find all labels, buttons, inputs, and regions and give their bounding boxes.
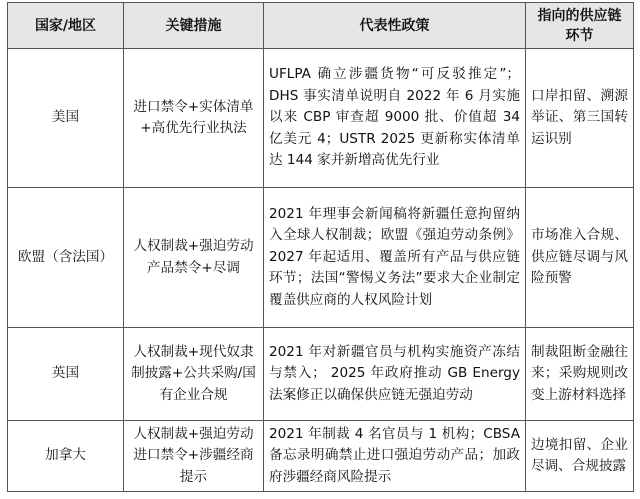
country-cell: 美国	[8, 49, 124, 188]
table-row	[8, 188, 634, 328]
supply-chain-link-cell: 制裁阻断金融往来；采购规则改变上游材料选择	[526, 328, 634, 421]
policy-cell: 2021 年理事会新闻稿将新疆任意拘留纳入全球人权制裁；欧盟《强迫劳动条例》2027 年起适用、覆盖所有产品与供应链环节；法国“警惕义务法”要求大企业制定覆盖供应商的人权风险计划	[264, 188, 526, 328]
header-measures: 关键措施	[124, 3, 264, 49]
header-row	[8, 3, 634, 49]
supply-chain-link-cell: 市场准入合规、供应链尽调与风险预警	[526, 188, 634, 328]
measures-cell: 进口禁令+实体清单+高优先行业执法	[124, 49, 264, 188]
country-cell: 欧盟（含法国）	[8, 188, 124, 328]
table-row	[8, 421, 634, 492]
supply-chain-link-cell: 口岸扣留、溯源举证、第三国转运识别	[526, 49, 634, 188]
policy-table	[7, 2, 634, 492]
table-row	[8, 49, 634, 188]
measures-cell: 人权制裁+现代奴隶制披露+公共采购/国有企业合规	[124, 328, 264, 421]
header-policy: 代表性政策	[264, 3, 526, 49]
measures-cell: 人权制裁+强迫劳动进口禁令+涉疆经商提示	[124, 421, 264, 492]
measures-cell: 人权制裁+强迫劳动产品禁令+尽调	[124, 188, 264, 328]
table-row	[8, 328, 634, 421]
policy-cell: 2021 年制裁 4 名官员与 1 机构；CBSA 备忘录明确禁止进口强迫劳动产品；加政府涉疆经商风险提示	[264, 421, 526, 492]
policy-cell: UFLPA 确立涉疆货物“可反驳推定”；DHS 事实清单说明自 2022 年 6 月实施以来 CBP 审查超 9000 批、价值超 34 亿美元 4；USTR 2025 更新称实体清单达 144 家并新增高优先行业	[264, 49, 526, 188]
country-cell: 英国	[8, 328, 124, 421]
policy-cell: 2021 年对新疆官员与机构实施资产冻结与禁入； 2025 年政府推动 GB Energy 法案修正以确保供应链无强迫劳动	[264, 328, 526, 421]
header-country: 国家/地区	[8, 3, 124, 49]
header-supply-chain-link: 指向的供应链环节	[526, 3, 634, 49]
country-cell: 加拿大	[8, 421, 124, 492]
supply-chain-link-cell: 边境扣留、企业尽调、合规披露	[526, 421, 634, 492]
